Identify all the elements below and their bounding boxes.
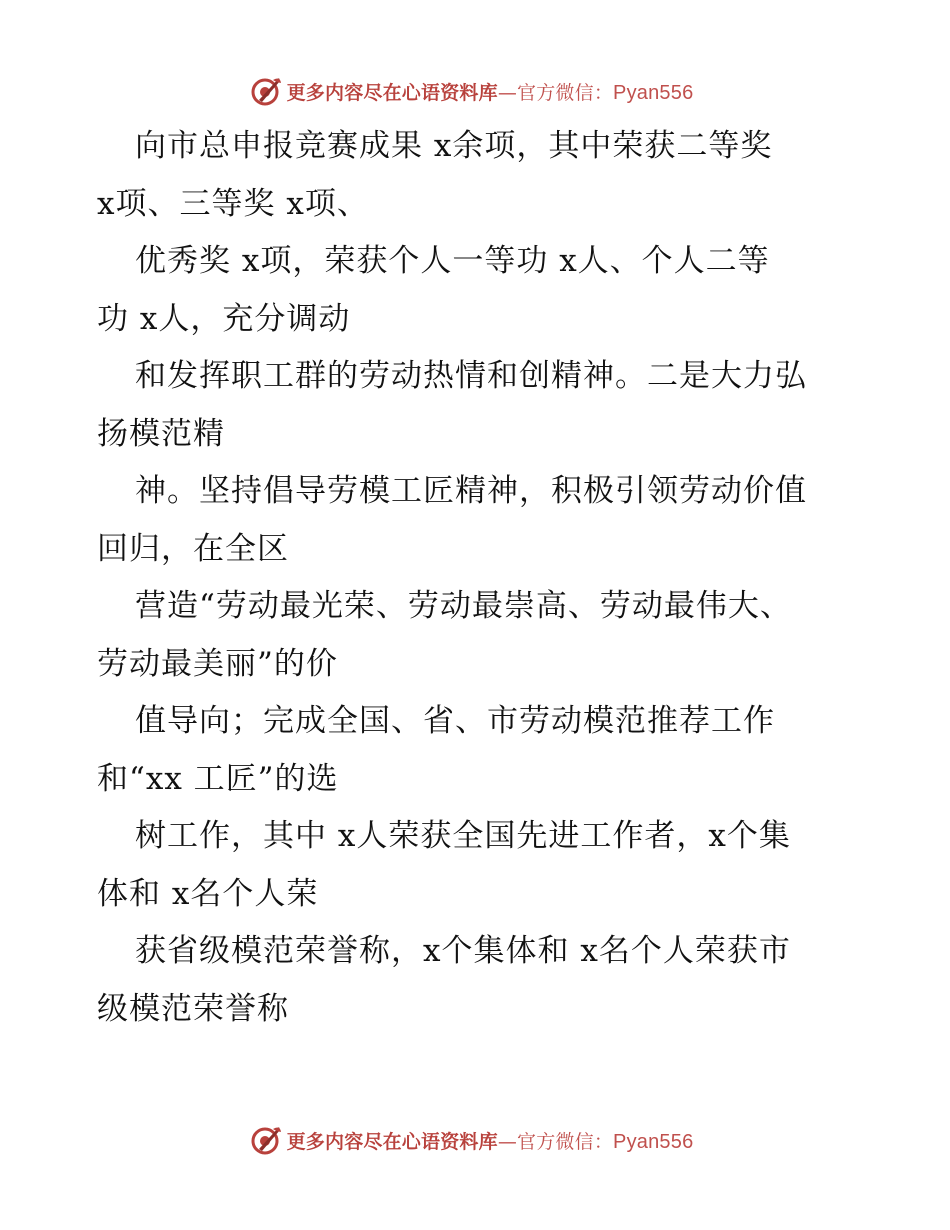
header-banner (0, 71, 950, 111)
footer-banner (0, 1120, 950, 1160)
body-line: 树工作，其中 x人荣获全国先进工作者，x个集 (135, 818, 791, 854)
footer-banner-content (249, 1123, 694, 1157)
header-banner-account-label: 官方微信： (517, 81, 614, 104)
quill-logo-icon (249, 1123, 283, 1157)
footer-banner-text (287, 1127, 694, 1154)
quill-logo-icon (249, 74, 283, 108)
body-line: 获省级模范荣誉称，x个集体和 x名个人荣获市 (135, 933, 791, 969)
body-line: 功 x人，充分调动 (97, 300, 351, 337)
header-banner-prefix: 更多内容尽在心语资料库 (286, 81, 498, 104)
body-line: 回归，在全区 (97, 530, 289, 567)
body-line: x项、三等奖 x项、 (97, 185, 369, 222)
body-line: 和“xx 工匠”的选 (97, 760, 339, 797)
body-line: 体和 x名个人荣 (97, 875, 319, 912)
body-line: 向市总申报竞赛成果 x余项，其中荣获二等奖 (135, 128, 773, 164)
footer-banner-dash: — (497, 1130, 518, 1153)
body-line: 值导向；完成全国、省、市劳动模范推荐工作 (135, 703, 775, 739)
body-line: 优秀奖 x项，荣获个人一等功 x人、个人二等 (135, 243, 770, 279)
header-banner-content (249, 74, 694, 108)
body-line: 和发挥职工群的劳动热情和创精神。二是大力弘 (135, 358, 807, 394)
footer-banner-account-label: 官方微信： (517, 1130, 614, 1153)
header-banner-dash: — (497, 81, 518, 104)
header-banner-account-id: Pyan556 (613, 81, 694, 104)
body-line: 级模范荣誉称 (97, 990, 289, 1027)
body-line: 神。坚持倡导劳模工匠精神，积极引领劳动价值 (135, 473, 807, 509)
body-line: 扬模范精 (97, 415, 225, 452)
body-line: 劳动最美丽”的价 (97, 645, 338, 682)
document-body (97, 118, 867, 1038)
footer-banner-account-id: Pyan556 (613, 1130, 694, 1153)
footer-banner-prefix: 更多内容尽在心语资料库 (286, 1130, 498, 1153)
body-line: 营造“劳动最光荣、劳动最崇高、劳动最伟大、 (135, 588, 792, 624)
header-banner-text (287, 78, 694, 105)
